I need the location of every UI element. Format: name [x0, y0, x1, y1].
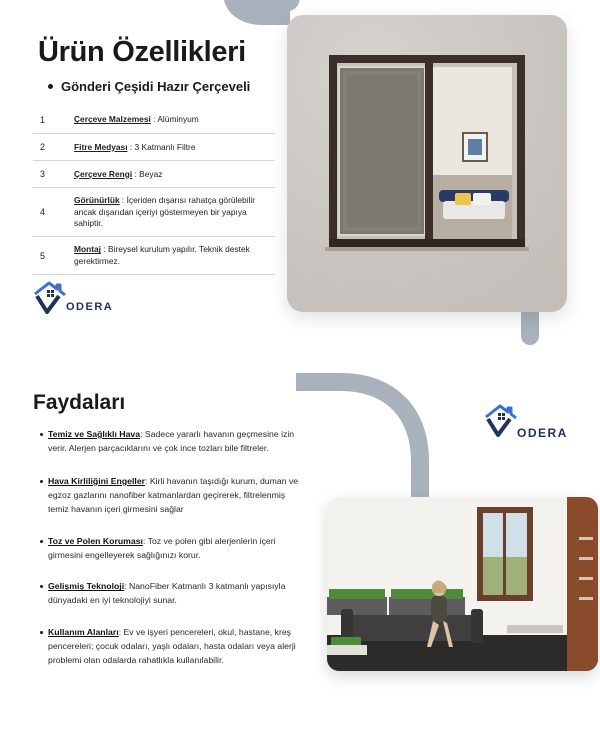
benefits-list: [40, 428, 300, 668]
benefit-label: Kullanım Alanları: [48, 627, 119, 638]
spec-label: Fitre Medyası: [74, 141, 128, 152]
benefit-label: Toz ve Polen Koruması: [48, 535, 143, 546]
benefit-text: : NanoFiber Katmanlı 3 katmanlı yapısıyla dünyadaki en iyi teknolojiyi sunar.: [48, 581, 286, 606]
list-item: [40, 580, 300, 608]
middle-arc: [296, 382, 420, 500]
benefit-text: : Sadece yararlı havanın geçmesine izin verir. Alerjen parçacıklarını ve çok ince tozları bile filtreler.: [48, 429, 295, 453]
spec-value: : 3 Katmanlı Filtre: [127, 141, 196, 152]
spec-table: [33, 107, 275, 275]
table-row: [33, 161, 275, 188]
spec-cell: [74, 237, 275, 275]
benefit-label: Hava Kirliliğini Engeller: [48, 475, 146, 486]
spec-cell: [74, 161, 275, 188]
list-item: [40, 475, 300, 517]
spec-cell: [74, 188, 275, 237]
product-subtitle-text: Gönderi Çeşidi Hazır Çerçeveli: [61, 79, 251, 94]
window-with-fly-screen-photo: [287, 15, 567, 312]
spec-label: Görünürlük: [74, 195, 120, 206]
spec-cell: [74, 107, 275, 134]
spec-value: : Alüminyum: [150, 114, 199, 125]
spec-cell: [74, 134, 275, 161]
spec-number: 2: [33, 134, 74, 161]
spec-number: 5: [33, 237, 74, 275]
spec-label: Çerçeve Rengi: [74, 168, 133, 179]
spec-number: 1: [33, 107, 74, 134]
list-item: [40, 428, 300, 456]
table-row: [33, 188, 275, 237]
table-row: [33, 237, 275, 275]
living-room-woman-photo: [327, 497, 598, 671]
benefit-label: Gelişmiş Teknoloji: [48, 581, 125, 592]
table-row: [33, 107, 275, 134]
brand-name: ODERA: [517, 426, 568, 440]
brand-logo-top: [33, 280, 123, 316]
spec-label: Montaj: [74, 244, 101, 255]
product-subtitle: [48, 79, 250, 94]
list-item: [40, 535, 300, 563]
list-item: [40, 626, 300, 668]
spec-value: : İçeriden dışarısı rahatça görülebilir ancak dışarıdan içeriyi göstermeyen bir yapıya sahiptir.: [74, 195, 256, 229]
table-row: [33, 134, 275, 161]
spec-number: 3: [33, 161, 74, 188]
product-title: Ürün Özellikleri: [38, 36, 246, 68]
benefit-text: : Ev ve işyeri pencereleri, okul, hastane, kreş pencereleri; çocuk odaları, yaşlı odaları, hasta odaları veya alerji problemi olan odalarda rahatlıkla kullanılabilir.: [48, 627, 296, 666]
spec-label: Çerçeve Malzemesi: [74, 114, 151, 125]
spec-value: : Beyaz: [132, 168, 163, 179]
benefit-label: Temiz ve Sağlıklı Hava: [48, 429, 141, 439]
brand-logo-bottom: [484, 402, 574, 442]
spec-value: : Bireysel kurulum yapılır. Teknik destek gerektirmez.: [74, 244, 250, 266]
product-image-card: [287, 15, 567, 312]
benefits-title: Faydaları: [33, 391, 126, 414]
benefits-image-card: [327, 497, 598, 671]
brand-name: ODERA: [66, 301, 114, 313]
spec-number: 4: [33, 188, 74, 237]
bullet-dot: [48, 84, 53, 89]
benefit-text: : Toz ve polen gibi alerjenlerin içeri girmesini engelleyerek sağlığınızı korur.: [48, 535, 276, 560]
benefit-text: : Kirli havanın taşıdığı kurum, duman ve egzoz gazlarını nanofiber katmanlardan geçirerek, filtrelenmiş temiz havanın içeri girmesini sağlar: [48, 475, 299, 514]
